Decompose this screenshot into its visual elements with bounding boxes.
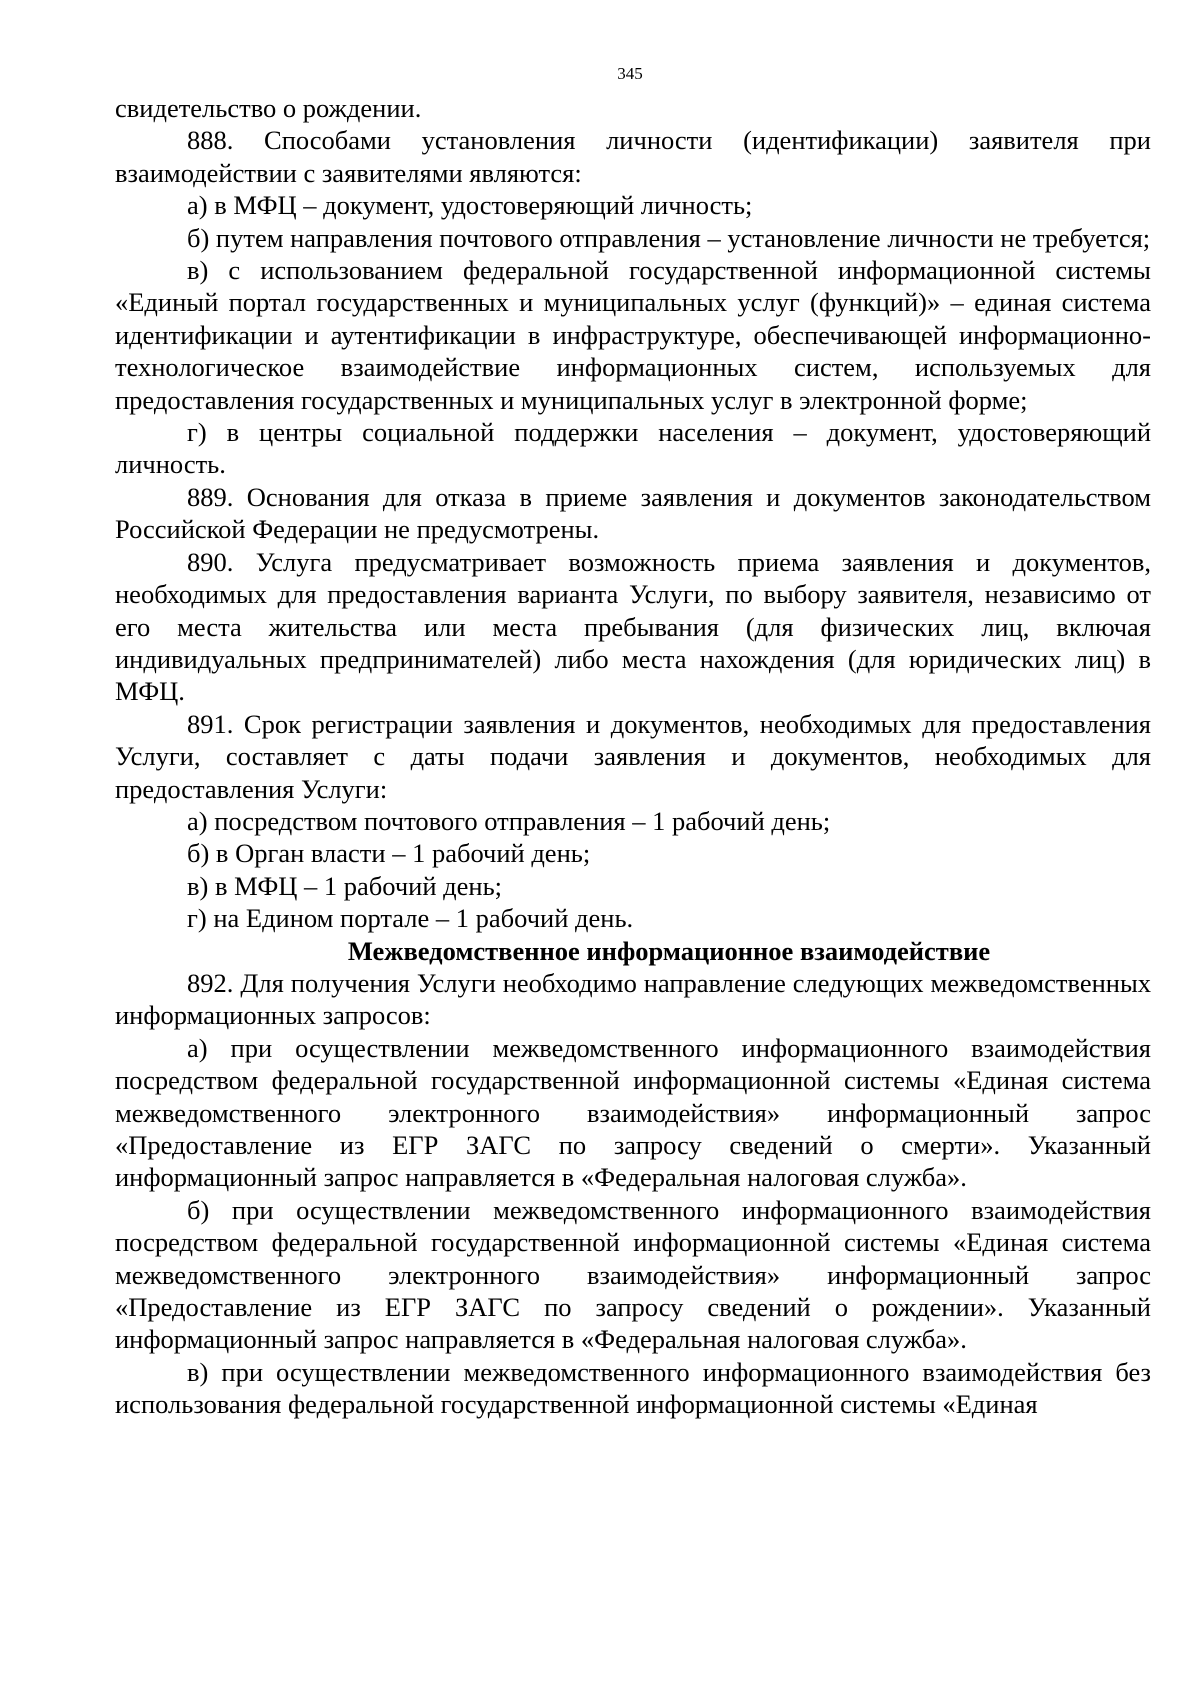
paragraph-continuation: свидетельство о рождении.	[115, 93, 422, 123]
paragraph-892: 892. Для получения Услуги необходимо направление следующих межведомственных информационных запросов:	[115, 967, 1151, 1031]
list-item-892-b: б) при осуществлении межведомственного информационного взаимодействия посредством федеральной государственной информационной системы «Единая система межведомственного электронного взаимодействия» информационный запрос «Предоставление из ЕГР ЗАГС по запросу сведений о рождении». Указанный информационный запрос направляется в «Федеральная налоговая служба».	[115, 1194, 1151, 1355]
list-item-888-g: г) в центры социальной поддержки населения – документ, удостоверяющий личность.	[115, 417, 1151, 480]
paragraph-889: 889. Основания для отказа в приеме заявления и документов законодательством Российской Федерации не предусмотрены.	[115, 481, 1151, 545]
list-item-891-v: в) в МФЦ – 1 рабочий день;	[187, 870, 503, 901]
paragraph-888: 888. Способами установления личности (идентификации) заявителя при взаимодействии с заявителями являются:	[115, 125, 1151, 188]
document-body	[115, 92, 1151, 1421]
page-number: 345	[617, 64, 643, 83]
paragraph-891: 891. Срок регистрации заявления и документов, необходимых для предоставления Услуги, составляет с даты подачи заявления и документов, необходимых для предоставления Услуги:	[115, 708, 1151, 804]
list-item-888-b: б) путем направления почтового отправления – установление личности не требуется;	[187, 222, 1151, 253]
list-item-892-a: а) при осуществлении межведомственного информационного взаимодействия посредством федеральной государственной информационной системы «Единая система межведомственного электронного взаимодействия» информационный запрос «Предоставление из ЕГР ЗАГС по запросу сведений о смерти». Указанный информационный запрос направляется в «Федеральная налоговая служба».	[115, 1032, 1151, 1193]
paragraph-890: 890. Услуга предусматривает возможность приема заявления и документов, необходимых для предоставления варианта Услуги, по выбору заявителя, независимо от его места жительства или места пребывания (для физических лиц, включая индивидуальных предпринимателей) либо места нахождения (для юридических лиц) в МФЦ.	[115, 546, 1151, 707]
list-item-892-v: в) при осуществлении межведомственного информационного взаимодействия без использования федеральной государственной информационной системы «Единая	[115, 1356, 1151, 1420]
list-item-891-g: г) на Едином портале – 1 рабочий день.	[187, 903, 634, 934]
list-item-891-b: б) в Орган власти – 1 рабочий день;	[187, 838, 591, 869]
list-item-888-v: в) с использованием федеральной государственной информационной системы «Единый портал государственных и муниципальных услуг (функций)» – единая система идентификации и аутентификации в инфраструктуре, обеспечивающей информационно-технологическое взаимодействие информационных систем, используемых для предоставления государственных и муниципальных услуг в электронной форме;	[115, 255, 1151, 415]
list-item-888-a: а) в МФЦ – документ, удостоверяющий личность;	[187, 190, 753, 221]
list-item-891-a: а) посредством почтового отправления – 1 рабочий день;	[187, 805, 831, 836]
section-heading: Межведомственное информационное взаимодействие	[347, 935, 991, 966]
